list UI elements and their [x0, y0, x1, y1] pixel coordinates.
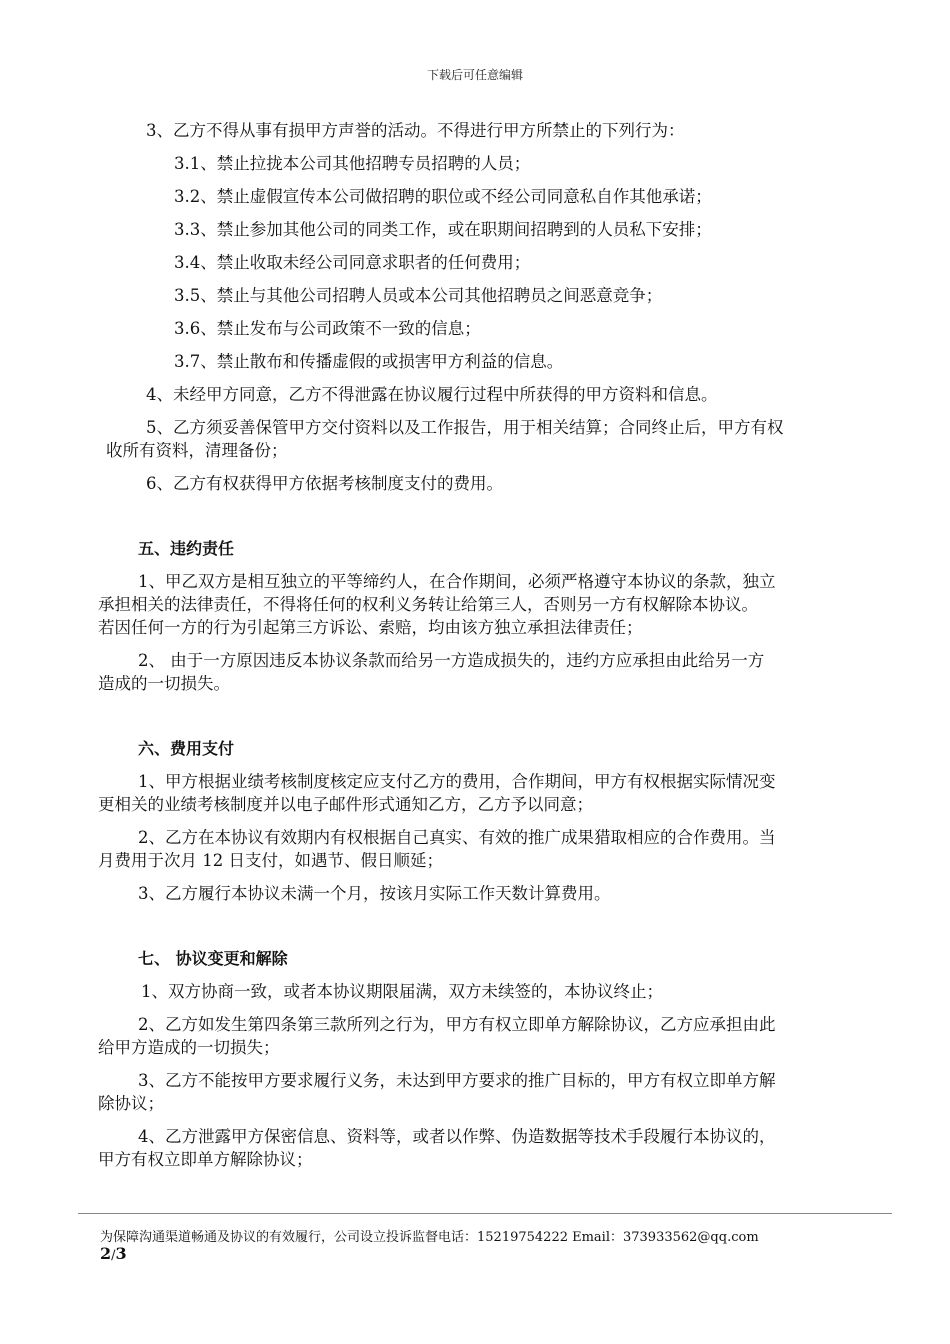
- page-number: [100, 1244, 127, 1263]
- page-total: 3: [115, 1244, 127, 1263]
- clause-4-3-2: 3.2、禁止虚假宣传本公司做招聘的职位或不经公司同意私自作其他承诺；: [174, 187, 712, 206]
- clause-7-3-cont: 除协议；: [98, 1094, 164, 1113]
- clause-4-5-cont: 收所有资料，清理备份；: [106, 441, 288, 460]
- clause-5-1-cont: 承担相关的法律责任，不得将任何的权利义务转让给第三人，否则另一方有权解除本协议。: [98, 595, 758, 614]
- clause-4-3-6: 3.6、禁止发布与公司政策不一致的信息；: [174, 319, 481, 338]
- clause-6-2: 2、乙方在本协议有效期内有权根据自己真实、有效的推广成果猎取相应的合作费用。当: [138, 828, 776, 847]
- footer-complaint-contact: 为保障沟通渠道畅通及协议的有效履行，公司设立投诉监督电话：15219754222 Email：373933562@qq.com: [100, 1230, 759, 1245]
- clause-7-1: 1、双方协商一致，或者本协议期限届满，双方未续签的，本协议终止；: [141, 982, 663, 1001]
- clause-7-4-cont: 甲方有权立即单方解除协议；: [98, 1150, 313, 1169]
- section-heading-7: 七、 协议变更和解除: [138, 949, 288, 968]
- section-heading-6: 六、费用支付: [138, 739, 235, 758]
- clause-4-3-3: 3.3、禁止参加其他公司的同类工作，或在职期间招聘到的人员私下安排；: [174, 220, 712, 239]
- clause-4-3-1: 3.1、禁止拉拢本公司其他招聘专员招聘的人员；: [174, 154, 531, 173]
- clause-4-3-7: 3.7、禁止散布和传播虚假的或损害甲方利益的信息。: [174, 352, 564, 371]
- clause-7-2: 2、乙方如发生第四条第三款所列之行为，甲方有权立即单方解除协议，乙方应承担由此: [138, 1015, 776, 1034]
- clause-5-1-cont: 若因任何一方的行为引起第三方诉讼、索赔，均由该方独立承担法律责任；: [98, 618, 643, 637]
- clause-4-6: 6、乙方有权获得甲方依据考核制度支付的费用。: [146, 474, 503, 493]
- clause-5-2-cont: 造成的一切损失。: [98, 674, 230, 693]
- clause-6-1-cont: 更相关的业绩考核制度并以电子邮件形式通知乙方，乙方予以同意；: [98, 795, 593, 814]
- page-current: 2: [100, 1244, 112, 1263]
- clause-6-3: 3、乙方履行本协议未满一个月，按该月实际工作天数计算费用。: [138, 884, 611, 903]
- header-note: 下载后可任意编辑: [426, 68, 523, 82]
- clause-4-3-5: 3.5、禁止与其他公司招聘人员或本公司其他招聘员之间恶意竞争；: [174, 286, 663, 305]
- clause-7-2-cont: 给甲方造成的一切损失；: [98, 1038, 280, 1057]
- clause-5-2: 2、 由于一方原因违反本协议条款而给另一方造成损失的，违约方应承担由此给另一方: [138, 651, 765, 670]
- clause-4-4: 4、未经甲方同意，乙方不得泄露在协议履行过程中所获得的甲方资料和信息。: [146, 385, 718, 404]
- clause-5-1: 1、甲乙双方是相互独立的平等缔约人，在合作期间，必须严格遵守本协议的条款，独立: [138, 572, 776, 591]
- section-heading-5: 五、违约责任: [138, 539, 235, 558]
- clause-4-3-4: 3.4、禁止收取未经公司同意求职者的任何费用；: [174, 253, 531, 272]
- footer-divider: [78, 1213, 892, 1214]
- clause-6-1: 1、甲方根据业绩考核制度核定应支付乙方的费用，合作期间，甲方有权根据实际情况变: [138, 772, 776, 791]
- clause-6-2-cont: 月费用于次月 12 日支付，如遇节、假日顺延；: [98, 851, 443, 870]
- page-separator: /: [111, 1248, 116, 1263]
- clause-4-3: 3、乙方不得从事有损甲方声誉的活动。不得进行甲方所禁止的下列行为：: [146, 121, 685, 140]
- clause-4-5: 5、乙方须妥善保管甲方交付资料以及工作报告，用于相关结算；合同终止后，甲方有权: [146, 418, 784, 437]
- clause-7-3: 3、乙方不能按甲方要求履行义务，未达到甲方要求的推广目标的，甲方有权立即单方解: [138, 1071, 776, 1090]
- clause-7-4: 4、乙方泄露甲方保密信息、资料等，或者以作弊、伪造数据等技术手段履行本协议的，: [138, 1127, 776, 1146]
